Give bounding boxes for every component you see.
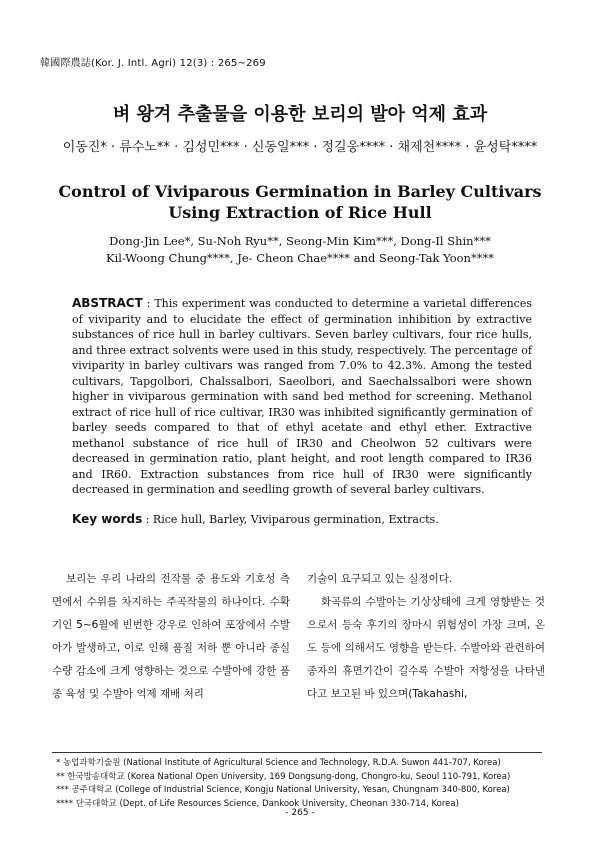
footnote-affiliation-2: ** 한국방송대학교 (Korea National Open University, 169 Dongsung-dong, Chongro-ku, Seoul 110-791, Korea)	[56, 771, 511, 782]
body-paragraph: 화곡류의 수발아는 기상상태에 크게 영향받는 것으로서 등숙 후기의 장마시 위험성이 가장 크며, 온도 등에 의해서도 영향을 받는다. 수발아와 관련하여 종자의 휴면기간이 길수록 수발아 저항성을 나타낸다고 보고된 바 있으며(Takahashi,	[307, 596, 545, 700]
body-column-left	[52, 568, 290, 706]
footnote-affiliation-1: * 농업과학기술원 (National Institute of Agricultural Science and Technology, R.D.A. Suwon 441-707, Korea)	[56, 758, 501, 768]
keywords-label: Key words	[72, 512, 143, 526]
english-authors	[0, 233, 600, 267]
english-title-line-1: Control of Viviparous Germination in Barley Cultivars	[58, 182, 542, 201]
english-authors-line-2: Kil-Woong Chung****, Je- Cheon Chae**** and Seong-Tak Yoon****	[106, 251, 494, 265]
page-number: - 265 -	[285, 808, 315, 818]
korean-authors: 이동진* · 류수노** · 김성민*** · 신동일*** · 정길웅**** · 채제천**** · 윤성탁****	[62, 140, 538, 155]
keywords	[72, 512, 532, 526]
english-title	[0, 181, 600, 223]
footnote-affiliation-4: **** 단국대학교 (Dept. of Life Resources Science, Dankook University, Cheonan 330-714, Korea)	[56, 798, 459, 809]
journal-citation: 韓國際農誌(Kor. J. Intl. Agri) 12(3) : 265~269	[40, 58, 266, 69]
abstract-text: This experiment was conducted to determine a varietal differences of viviparity and to elucidate the effect of germination inhibition by extractive substances of rice hull in barley cultivars. Seven barley cultivars, four rice hulls, and three extract solvents were used in this study, respectively. The percentage of viviparity in barley cultivars was ranged from 7.0% to 42.3%. Among the tested cultivars, Tapgolbori, Chalssalbori, Saeolbori, and Saechalssalbori were shown higher in viviparous germination with sand bed method for screening. Methanol extract of rice hull of rice cultivar, IR30 was inhibited significantly germination of barley seeds compared to that of ethyl acetate and ethyl ether. Extractive methanol substance of rice hull of IR30 and Cheolwon 52 cultivars were decreased in germination ratio, plant height, and root length compared to IR36 and IR60. Extraction substances from rice hull of IR30 were significantly decreased in germination and seedling growth of several barley cultivars.	[72, 297, 532, 496]
body-paragraph: 보리는 우리 나라의 전작물 중 용도와 기호성 측면에서 수위를 차지하는 주곡작물의 하나이다. 수확기인 5~6월에 빈번한 강우로 인하여 포장에서 수발아가 발생하고, 이로 인해 품질 저하 뿐 아니라 종실 수량 감소에 크게 영향하는 것으로 수발아에 강한 품종 육성 및 수발아 억제 재배 처리	[52, 573, 290, 700]
keywords-separator: :	[142, 513, 153, 526]
abstract	[72, 296, 532, 498]
keywords-text: Rice hull, Barley, Viviparous germination, Extracts.	[152, 513, 439, 526]
footnote-affiliation-3: *** 공주대학교 (College of Industrial Science, Kongju National University, Yesan, Chungnam 340-800, Korea)	[56, 785, 510, 795]
abstract-separator: :	[142, 297, 155, 310]
footnote-divider	[52, 752, 542, 753]
korean-title: 벼 왕겨 추출물을 이용한 보리의 발아 억제 효과	[112, 104, 488, 125]
footnotes	[56, 757, 556, 811]
body-paragraph: 기술이 요구되고 있는 실정이다.	[307, 573, 453, 585]
body-column-right	[307, 568, 545, 706]
abstract-label: ABSTRACT	[72, 296, 143, 310]
english-authors-line-1: Dong-Jin Lee*, Su-Noh Ryu**, Seong-Min Kim***, Dong-Il Shin***	[109, 234, 491, 248]
english-title-line-2: Using Extraction of Rice Hull	[168, 203, 432, 222]
